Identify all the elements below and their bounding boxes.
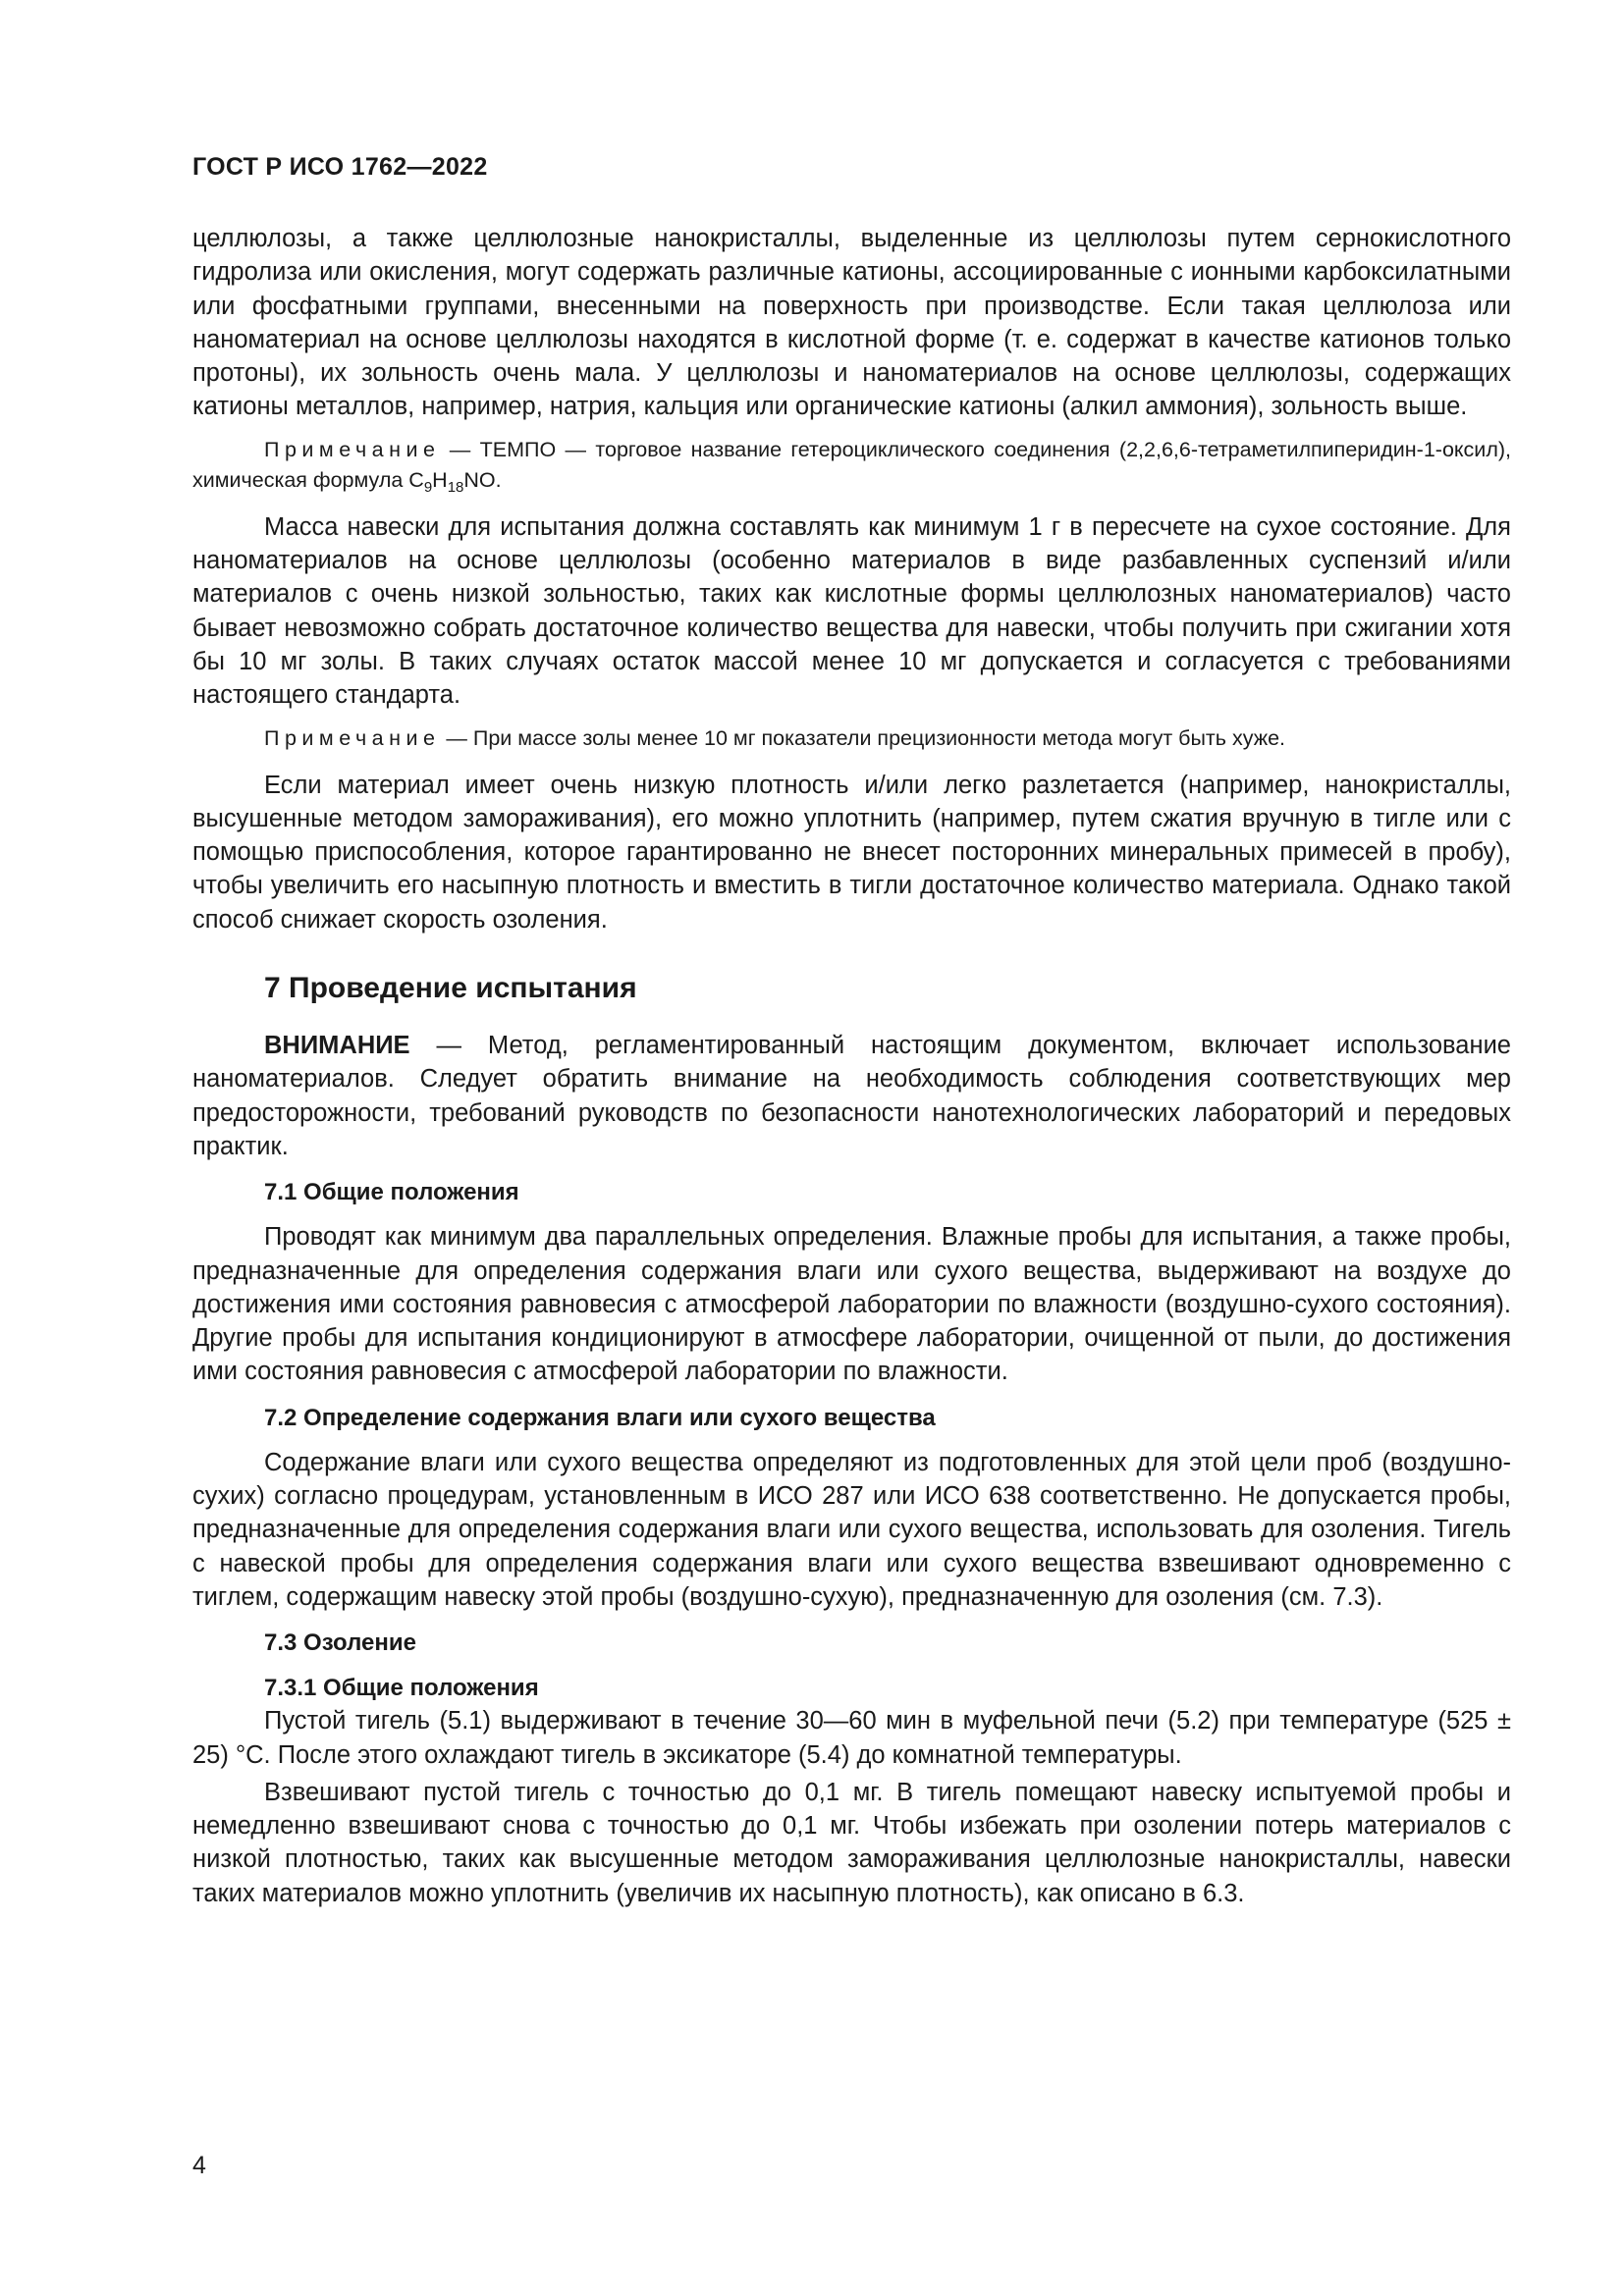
- warning-text: — Метод, регламентированный настоящим документом, включает использование наноматериалов. Следует обратить внимание на необходимость соблюдения соответствующих мер предосторожности, требований руководств по безопасности нанотехнологических лабораторий и передовых практик.: [192, 1032, 1511, 1160]
- section-7-1-text: Проводят как минимум два параллельных определения. Влажные пробы для испытания, а также пробы, предназначенные для определения содержания влаги или сухого вещества, выдерживают на воздухе до достижения ими состояния равновесия с атмосферой лаборатории по влажности (воздушно-сухого состояния). Другие пробы для испытания кондиционируют в атмосфере лаборатории, очищенной от пыли, до достижения ими состояния равновесия с атмосферой лаборатории по влажности.: [192, 1223, 1511, 1386]
- formula-subscript: 18: [447, 478, 464, 496]
- document-body: [192, 222, 1511, 1921]
- warning-label: ВНИМАНИЕ: [264, 1032, 410, 1060]
- formula-subscript: 9: [423, 478, 433, 496]
- note-text: — ТЕМПО — торговое название гетероциклического соединения (2,2,6,6-тетраметилпиперидин-1-оксил), химическая формула C: [192, 437, 1511, 492]
- note-tempo: [192, 435, 1511, 496]
- section-7-1-title: 7.1 Общие положения: [264, 1179, 519, 1206]
- paragraph-low-density: Если материал имеет очень низкую плотность и/или легко разлетается (например, нанокристаллы, высушенные методом замораживания), его можно уплотнить (например, путем сжатия вручную в тигле или с помощью приспособления, которое гарантированно не внесет посторонних минеральных примесей в пробу), чтобы увеличить его насыпную плотность и вместить в тигли достаточное количество материала. Однако такой способ снижает скорость озоления.: [192, 771, 1511, 934]
- warning-paragraph: [192, 1029, 1511, 1163]
- note-text: — При массе золы менее 10 мг показатели прецизионности метода могут быть хуже.: [440, 725, 1286, 750]
- section-7-2-title: 7.2 Определение содержания влаги или сухого вещества: [264, 1404, 936, 1431]
- note-label: Примечание: [264, 437, 441, 461]
- section-7-3-title: 7.3 Озоление: [264, 1629, 416, 1657]
- paragraph-sample-mass: Масса навески для испытания должна составлять как минимум 1 г в пересчете на сухое состояние. Для наноматериалов на основе целлюлозы (особенно материалов в виде разбавленных суспензий и/или материалов с очень низкой зольностью, таких как кислотные формы целлюлозных наноматериалов) часто бывает невозможно собрать достаточное количество вещества для навески, чтобы получить при сжигании хотя бы 10 мг золы. В таких случаях остаток массой менее 10 мг допускается и согласуется с требованиями настоящего стандарта.: [192, 512, 1511, 710]
- paragraph-cellulose-ash: целлюлозы, а также целлюлозные нанокристаллы, выделенные из целлюлозы путем сернокислотного гидролиза или окисления, могут содержать различные катионы, ассоциированные с ионными карбоксилатными или фосфатными группами, внесенными на поверхность при производстве. Если такая целлюлоза или наноматериал на основе целлюлозы находятся в кислотной форме (т. е. содержат в качестве катионов только протоны), их зольность очень мала. У целлюлозы и наноматериалов на основе целлюлозы, содержащих катионы металлов, например, натрия, кальция или органические катионы (алкил аммония), зольность выше.: [192, 225, 1511, 421]
- note-label: Примечание: [264, 725, 441, 750]
- section-7-title: 7 Проведение испытания: [264, 972, 637, 1005]
- section-7-3-1-title: 7.3.1 Общие положения: [264, 1675, 539, 1702]
- section-7-3-1-text-2: Взвешивают пустой тигель с точностью до 0,1 мг. В тигель помещают навеску испытуемой пробы и немедленно взвешивают снова с точностью до 0,1 мг. Чтобы избежать при озолении потерь материалов с низкой плотностью, таких как высушенные методом замораживания целлюлозные нанокристаллы, навески таких материалов можно уплотнить (увеличив их насыпную плотность), как описано в 6.3.: [192, 1778, 1511, 1907]
- section-7-2-text: Содержание влаги или сухого вещества определяют из подготовленных для этой цели проб (воздушно-сухих) согласно процедурам, установленным в ИСО 287 или ИСО 638 соответственно. Не допускается пробы, предназначенные для определения содержания влаги или сухого вещества, использовать для озоления. Тигель с навеской пробы для определения содержания влаги или сухого вещества взвешивают одновременно с тиглем, содержащим навеску этой пробы (воздушно-сухую), предназначенную для озоления (см. 7.3).: [192, 1448, 1511, 1611]
- document-header: ГОСТ Р ИСО 1762—2022: [192, 153, 488, 181]
- note-precision: [192, 723, 1511, 754]
- section-7-3-1-text-1: Пустой тигель (5.1) выдерживают в течение 30—60 мин в муфельной печи (5.2) при температуре (525 ± 25) °С. После этого охлаждают тигель в эксикаторе (5.4) до комнатной температуры.: [192, 1707, 1511, 1769]
- formula-part: NO.: [463, 467, 502, 492]
- page-number: 4: [192, 2152, 206, 2179]
- formula-part: H: [432, 467, 448, 492]
